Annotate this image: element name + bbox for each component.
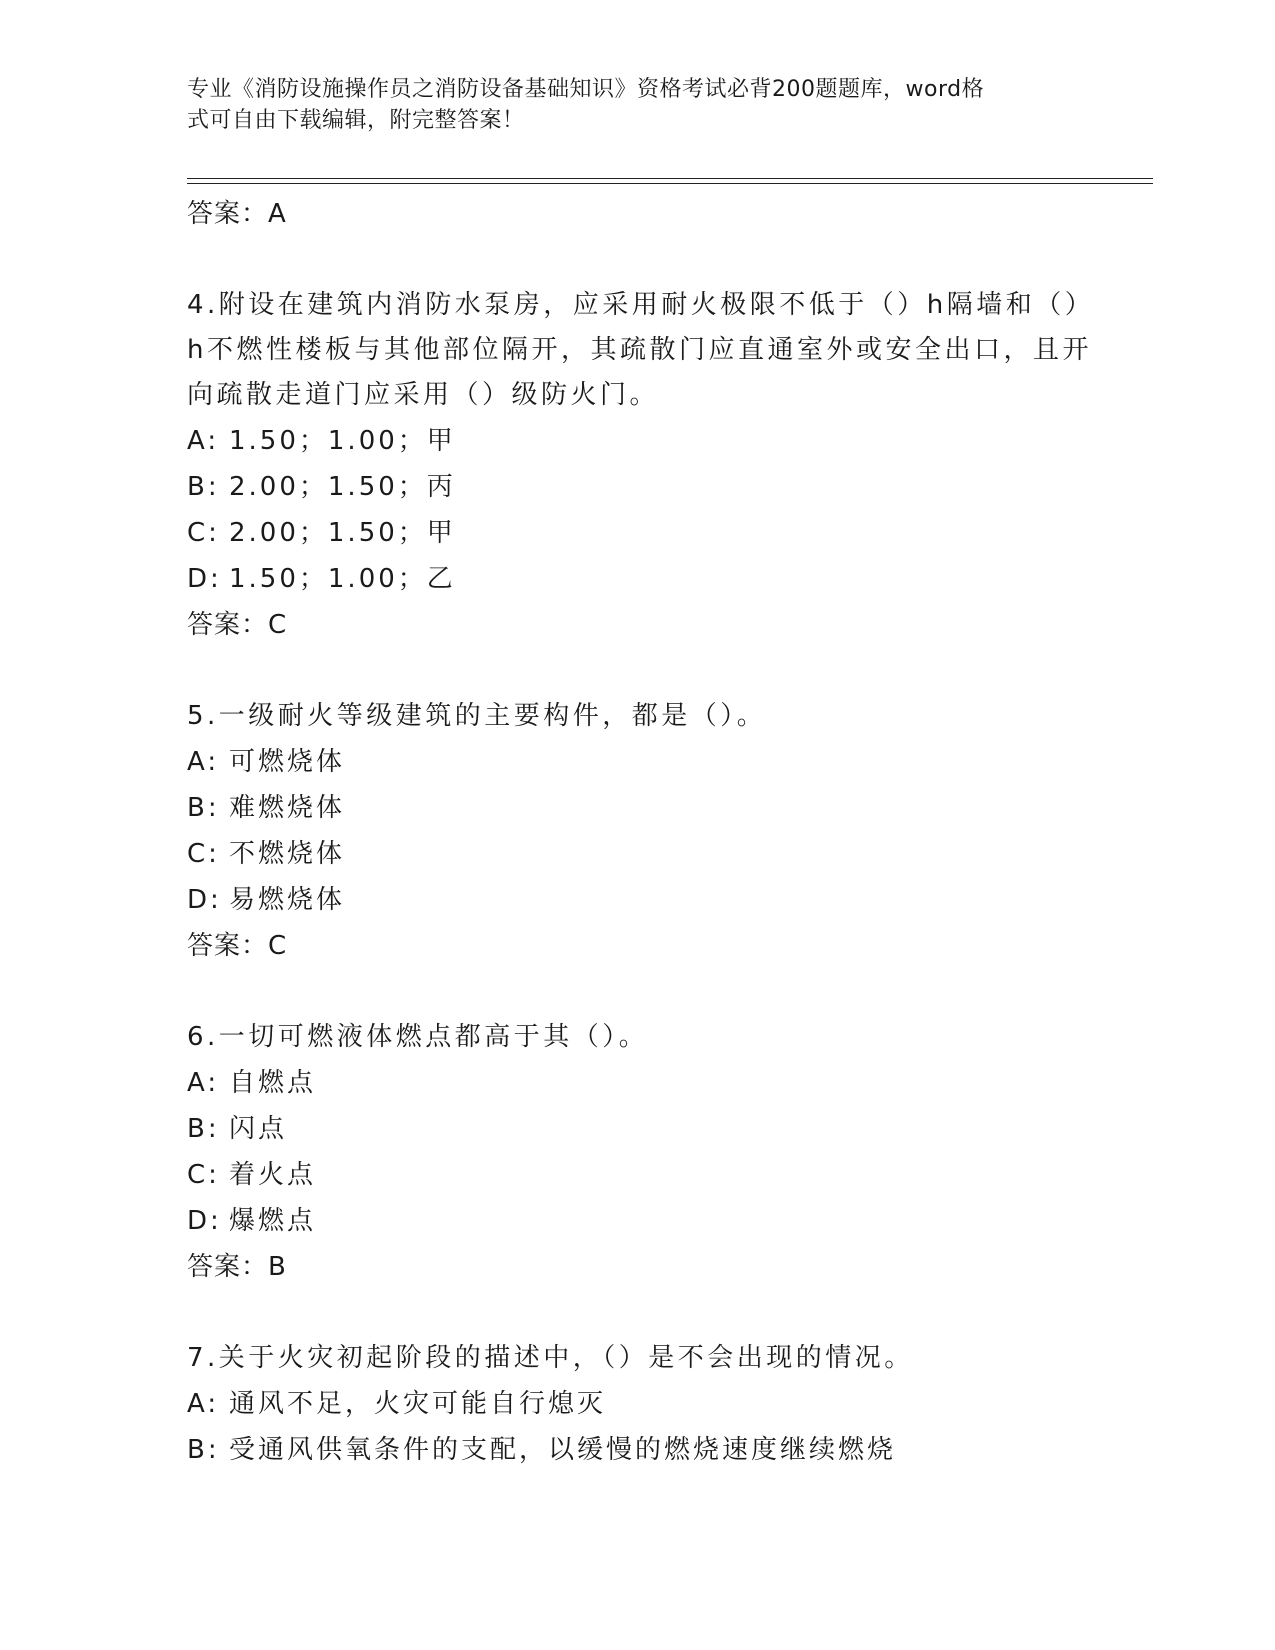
answer-line: 答案：A — [187, 199, 287, 229]
option-a: A: 通风不足，火灾可能自行熄灭 — [187, 1389, 607, 1419]
question-stem: h不燃性楼板与其他部位隔开，其疏散门应直通室外或安全出口，且开 — [187, 335, 1092, 365]
question-stem: 4.附设在建筑内消防水泵房，应采用耐火极限不低于（）h隔墙和（） — [187, 290, 1095, 320]
option-d: D: 1.50；1.00；乙 — [187, 564, 456, 594]
header-line: 专业《消防设施操作员之消防设备基础知识》资格考试必背200题题库，word格 — [187, 77, 985, 102]
option-b: B: 受通风供氧条件的支配，以缓慢的燃烧速度继续燃烧 — [187, 1435, 897, 1465]
option-b: B: 难燃烧体 — [187, 793, 346, 823]
question-stem: 向疏散走道门应采用（）级防火门。 — [187, 380, 660, 410]
question-stem: 5.一级耐火等级建筑的主要构件，都是（）。 — [187, 701, 767, 731]
question-block — [187, 283, 1095, 648]
header-line: 式可自由下载编辑，附完整答案！ — [187, 108, 525, 133]
question-list — [187, 191, 1095, 1473]
question-stem: 6.一切可燃液体燃点都高于其（）。 — [187, 1022, 649, 1052]
option-c: C: 2.00；1.50；甲 — [187, 518, 456, 548]
option-b: B: 闪点 — [187, 1114, 288, 1144]
option-d: D: 易燃烧体 — [187, 885, 346, 915]
option-a: A: 自燃点 — [187, 1068, 317, 1098]
answer-line: 答案：C — [187, 610, 288, 640]
header-rule — [187, 178, 1153, 179]
option-b: B: 2.00；1.50；丙 — [187, 472, 456, 502]
document-header — [187, 74, 1067, 136]
option-a: A: 可燃烧体 — [187, 747, 346, 777]
option-d: D: 爆燃点 — [187, 1206, 317, 1236]
question-stem: 7.关于火灾初起阶段的描述中，（）是不会出现的情况。 — [187, 1343, 914, 1373]
option-c: C: 着火点 — [187, 1160, 317, 1190]
question-block — [187, 1336, 1087, 1473]
question-block — [187, 1015, 1087, 1290]
header-rule — [187, 183, 1153, 184]
option-a: A: 1.50；1.00；甲 — [187, 426, 456, 456]
question-block — [187, 694, 1087, 969]
answer-line: 答案：B — [187, 1252, 287, 1282]
option-c: C: 不燃烧体 — [187, 839, 346, 869]
answer-line: 答案：C — [187, 931, 288, 961]
